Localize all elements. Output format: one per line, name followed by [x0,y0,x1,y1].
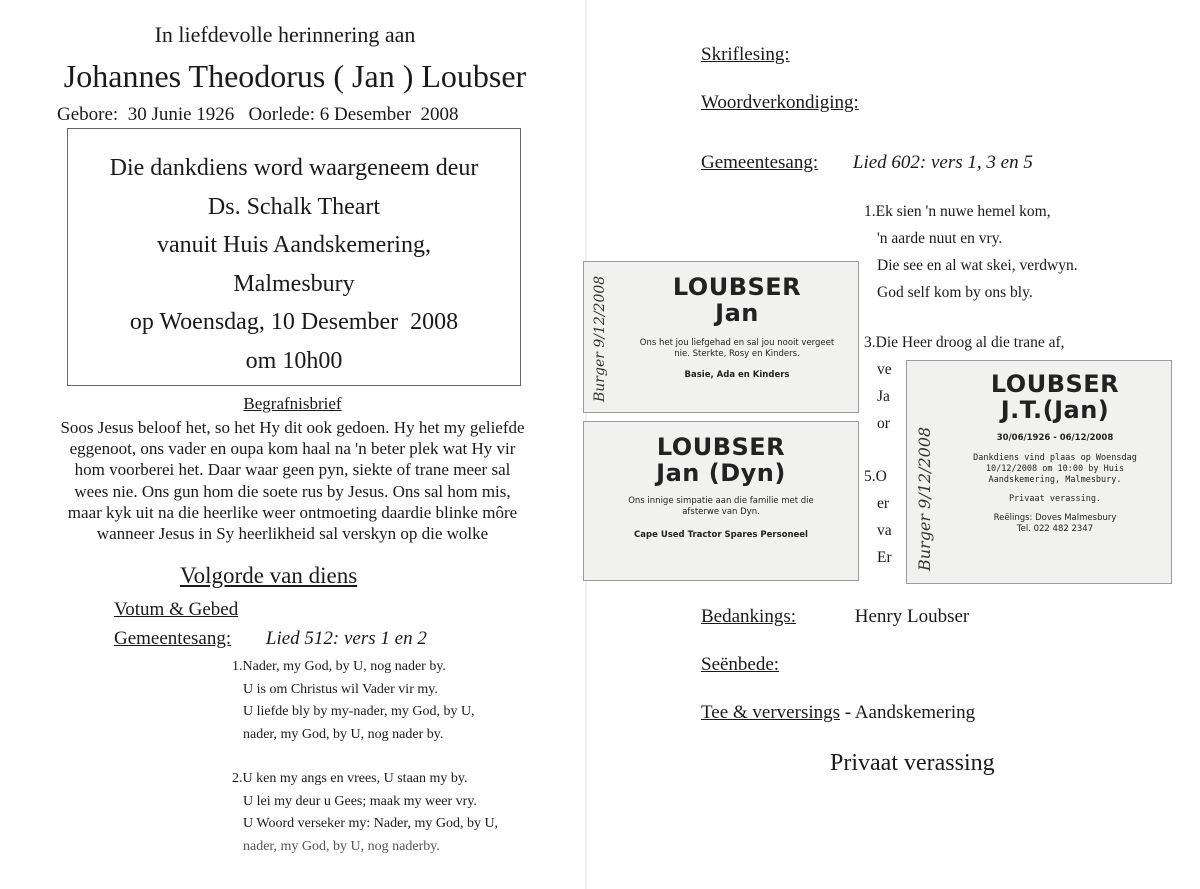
service-box-text [68,149,520,380]
letter-line: wees nie. Ons gun hom die soete rus by Jesus. Ons sal hom mis, [74,481,511,501]
deceased-name: Johannes Theodorus ( Jan ) Loubser [63,58,527,94]
sermon-heading: Woordverkondiging: [701,92,859,113]
newspaper-clipping-3 [906,360,1172,584]
clipping-service: Dankdiens vind plaas op Woensdag 10/12/2008 om 10:00 by Huis Aandskemering, Malmesbury. [973,453,1137,485]
song-row [114,628,427,650]
clipping-surname: LOUBSER [672,273,802,301]
hymn-line: U lei my deur u Gees; maak my weer vry. [243,793,477,809]
service-line: Malmesbury [233,270,355,297]
hymn-line-fragment: er [877,495,890,512]
thanks-label: Bedankings: [701,606,796,627]
clipping-surname: LOUBSER [990,370,1120,398]
service-line: Ds. Schalk Theart [207,193,381,220]
hymn-verse-1 [232,656,475,746]
service-line: vanuit Huis Aandskemering, [157,232,431,258]
hymn-verse-2 [232,768,498,858]
intro-line: In liefdevolle herinnering aan [154,22,416,47]
newspaper-clipping-1 [583,261,859,413]
hymn-line: 1.Nader, my God, by U, nog nader by. [232,659,446,674]
hymn-line-fragment: or [877,415,890,432]
hymn-verse-1 [864,198,1078,306]
letter-body [0,417,585,544]
refreshments-place: - Aandskemering [840,702,976,723]
refreshments-label: Tee & verversings [701,702,841,723]
blessing-heading: Seënbede: [701,654,780,675]
letter-line: Soos Jesus beloof het, so het Hy dit ook gedoen. Hy het my geliefde [60,418,525,437]
service-line: Die dankdiens word waargeneem deur [109,155,479,181]
letter-line: maar kyk uit na die heerlike weer ontmoeting daardie blinke môre [67,502,518,522]
letter-line: wanneer Jesus in Sy heerlikheid sal verskyn op die wolke [96,524,489,544]
service-line: om 10h00 [245,347,343,374]
song-reference: Lied 602: vers 1, 3 en 5 [852,152,1033,173]
clipping-first-name: J.T.(Jan) [1000,396,1110,424]
hymn-line-fragment: va [877,522,892,539]
thanks-name: Henry Loubser [854,606,970,627]
order-of-service-title: Volgorde van diens [180,563,358,588]
thanks-row [701,606,969,628]
letter-title: Begrafnisbrief [243,394,342,413]
song-label: Gemeentesang: [114,628,232,649]
song-reference: Lied 512: vers 1 en 2 [265,628,427,649]
clipping-arrangements: Reëlings: Doves Malmesbury [993,513,1117,523]
hymn-line: U liefde bly by my-nader, my God, by U, [243,704,475,719]
handwritten-note: Burger 9/12/2008 [592,275,608,402]
clipping-phone: Tel. 022 482 2347 [1016,524,1094,534]
clipping-message: Ons het jou liefgehad en sal jou nooit vergeet nie. Sterkte, Rosy en Kinders. [639,338,835,359]
birth-death-dates: Gebore: 30 Junie 1926 Oorlede: 6 Desember 2008 [57,104,459,125]
song-label: Gemeentesang: [701,152,819,173]
hymn-line: 3.Die Heer droog al die trane af, [864,334,1065,351]
clipping-from: Basie, Ada en Kinders [684,370,790,380]
hymn-line-fragment: ve [877,361,892,378]
clipping-message: Ons innige simpatie aan die familie met die afsterwe van Dyn. [628,496,814,517]
hymn-line: nader, my God, by U, nog naderby. [243,838,440,854]
clipping-cremation: Privaat verassing. [1008,494,1102,504]
service-box [67,128,521,386]
hymn-line: Die see en al wat skei, verdwyn. [877,257,1078,274]
hymn-line-fragment: Ja [877,388,890,405]
hymn-line: God self kom by ons bly. [877,284,1033,301]
votum-heading: Votum & Gebed [114,599,239,620]
clipping-surname: LOUBSER [656,433,786,461]
refreshments-row [701,702,975,724]
cremation-note: Privaat verassing [830,750,995,776]
service-line: op Woensdag, 10 Desember 2008 [129,309,459,335]
clipping-first-name: Jan [715,299,759,327]
song-row [701,152,1033,174]
letter-line: eggenoot, ons vader en oupa kom haal na 'n beter plek wat Hy vir [69,439,516,459]
hymn-line: U Woord verseker my: Nader, my God, by U, [243,816,499,831]
hymn-line: 1.Ek sien 'n nuwe hemel kom, [864,203,1051,220]
newspaper-clipping-2 [583,421,859,581]
hymn-line: nader, my God, by U, nog nader by. [243,726,444,742]
handwritten-note: Burger 9/12/2008 [915,426,934,571]
hymn-line-fragment: Er [877,549,892,566]
hymn-line: 'n aarde nuut en vry. [877,230,1003,247]
letter-line: hom voorberei het. Daar waar geen pyn, siekte of trane meer sal [74,460,511,480]
clipping-from: Cape Used Tractor Spares Personeel [634,530,808,540]
clipping-dates: 30/06/1926 - 06/12/2008 [996,433,1114,443]
hymn-line: 2.U ken my angs en vrees, U staan my by. [232,771,468,786]
hymn-line-fragment: 5.O [864,468,887,485]
scripture-heading: Skriflesing: [701,44,790,65]
clipping-first-name: Jan (Dyn) [656,459,786,487]
hymn-verse-5 [864,463,892,571]
hymn-line: U is om Christus wil Vader vir my. [243,681,438,697]
